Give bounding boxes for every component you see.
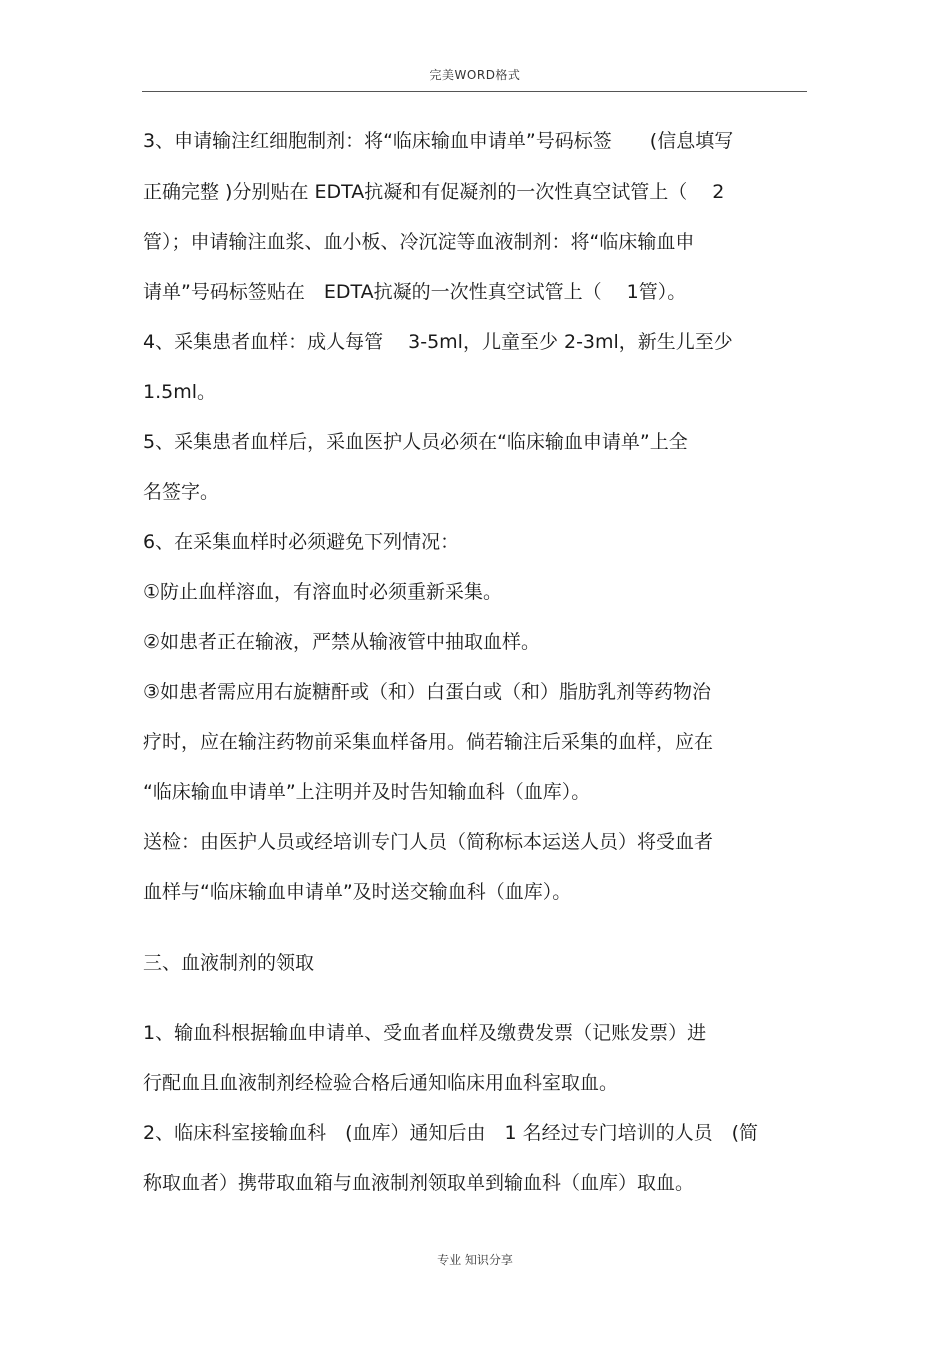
text-line: 5、采集患者血样后，采血医护人员必须在“临床输血申请单”上全 — [143, 431, 688, 453]
text-line: 行配血且血液制剂经检验合格后通知临床用血科室取血。 — [143, 1072, 619, 1094]
text-line: 6、在采集血样时必须避免下列情况： — [143, 531, 460, 553]
text-line: 3、申请输注红细胞制剂：将“临床输血申请单”号码标签 (信息填写 — [143, 130, 734, 152]
text-line: 1、输血科根据输血申请单、受血者血样及缴费发票（记账发票）进 — [143, 1022, 707, 1044]
text-line: 4、采集患者血样：成人每管 3-5ml，儿童至少 2-3ml，新生儿至少 — [143, 331, 733, 353]
text-line: 请单”号码标签贴在 EDTA抗凝的一次性真空试管上（ 1管）。 — [143, 281, 687, 303]
section-heading: 三、血液制剂的领取 — [143, 952, 315, 974]
text-line: 送检：由医护人员或经培训专门人员（简称标本运送人员）将受血者 — [143, 831, 714, 853]
text-line: 称取血者）携带取血箱与血液制剂领取单到输血科（血库）取血。 — [143, 1172, 695, 1194]
text-line: 名签字。 — [143, 481, 220, 503]
text-line: 血样与“临床输血申请单”及时送交输血科（血库）。 — [143, 881, 572, 903]
text-line: 疗时，应在输注药物前采集血样备用。倘若输注后采集的血样，应在 — [143, 731, 714, 753]
text-line: “临床输血申请单”上注明并及时告知输血科（血库）。 — [143, 781, 591, 803]
text-line: ②如患者正在输液，严禁从输液管中抽取血样。 — [143, 631, 541, 653]
page-footer: 专业 知识分享 — [437, 1253, 513, 1267]
text-line: 2、临床科室接输血科 (血库）通知后由 1 名经过专门培训的人员 (简 — [143, 1122, 759, 1144]
text-line: 管）；申请输注血浆、血小板、冷沉淀等血液制剂：将“临床输血申 — [143, 231, 695, 253]
text-line: ③如患者需应用右旋糖酐或（和）白蛋白或（和）脂肪乳剂等药物治 — [143, 681, 712, 703]
text-line: 1.5ml。 — [143, 381, 217, 403]
header-rule — [142, 91, 807, 92]
text-line: ①防止血样溶血，有溶血时必须重新采集。 — [143, 581, 503, 603]
text-line: 正确完整 )分别贴在 EDTA抗凝和有促凝剂的一次性真空试管上（ 2 — [143, 181, 725, 203]
page-header: 完美WORD格式 — [429, 68, 521, 82]
